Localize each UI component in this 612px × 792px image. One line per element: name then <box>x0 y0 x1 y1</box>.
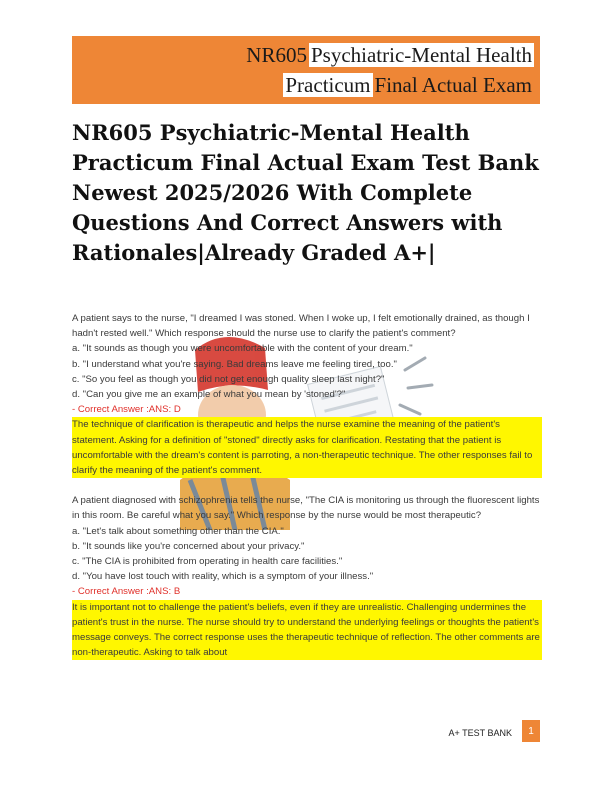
correct-answer: - Correct Answer :ANS: B <box>72 586 181 598</box>
exam-content <box>72 311 542 675</box>
rationale-highlight <box>72 417 542 478</box>
footer-label: A+ TEST BANK <box>448 728 512 738</box>
banner-course-name: Psychiatric-Mental Health <box>310 43 532 67</box>
banner-course-code: NR605 <box>246 43 307 67</box>
answer-option: c. "So you feel as though you did not get enough quality sleep last night?" <box>72 373 385 385</box>
question-stem: A patient says to the nurse, "I dreamed I was stoned. When I woke up, I felt emotionally drained, as though I hadn't rested well." Which response should the nurse use to clarify the patient's comment? <box>72 313 530 340</box>
question-2 <box>72 493 542 660</box>
banner-line-1 <box>244 42 534 68</box>
answer-option: d. "Can you give me an example of what you mean by 'stoned'?" <box>72 389 346 401</box>
banner-practicum: Practicum <box>285 73 371 97</box>
question-stem: A patient diagnosed with schizophrenia tells the nurse, "The CIA is monitoring us through the fluorescent lights in this room. Be careful what you say." Which response by the nurse would be most therapeutic? <box>72 495 540 522</box>
banner-exam: Final Actual Exam <box>374 73 532 97</box>
answer-option: d. "You have lost touch with reality, which is a symptom of your illness." <box>72 571 374 583</box>
answer-option: c. "The CIA is prohibited from operating in health care facilities." <box>72 556 343 568</box>
answer-option: a. "Let's talk about something other than the CIA." <box>72 525 284 537</box>
rationale-text: It is important not to challenge the patient's beliefs, even if they are unrealistic. Challenging undermines the patient's trust in the nurse. The nurse should try to understand the underlying feelings or thoughts the patient's message conveys. The correct response uses the therapeutic technique of reflection. The other comments are non-therapeutic. Asking to talk about <box>72 601 540 659</box>
answer-option: b. "I understand what you're saying. Bad dreams leave me feeling tired, too." <box>72 358 397 370</box>
rationale-highlight <box>72 600 542 661</box>
page-number: 1 <box>522 720 540 742</box>
question-1 <box>72 311 542 478</box>
correct-answer: - Correct Answer :ANS: D <box>72 404 181 416</box>
answer-option: a. "It sounds as though you were uncomfortable with the content of your dream." <box>72 343 413 355</box>
document-title: NR605 Psychiatric-Mental Health Practicum Final Actual Exam Test Bank Newest 2025/2026 With Complete Questions And Correct Answers with Rationales|Already Graded A+| <box>72 120 539 265</box>
answer-option: b. "It sounds like you're concerned about your privacy." <box>72 540 305 552</box>
header-banner <box>72 36 540 104</box>
banner-line-2 <box>283 72 534 98</box>
rationale-text: The technique of clarification is therapeutic and helps the nurse examine the meaning of the patient's statement. Asking for a definition of "stoned" directly asks for clarification. Restating that the patient is uncomfortable with the dream's content is parroting, a non-therapeutic technique. The other responses fail to clarify the meaning of the patient's comment. <box>72 419 533 477</box>
